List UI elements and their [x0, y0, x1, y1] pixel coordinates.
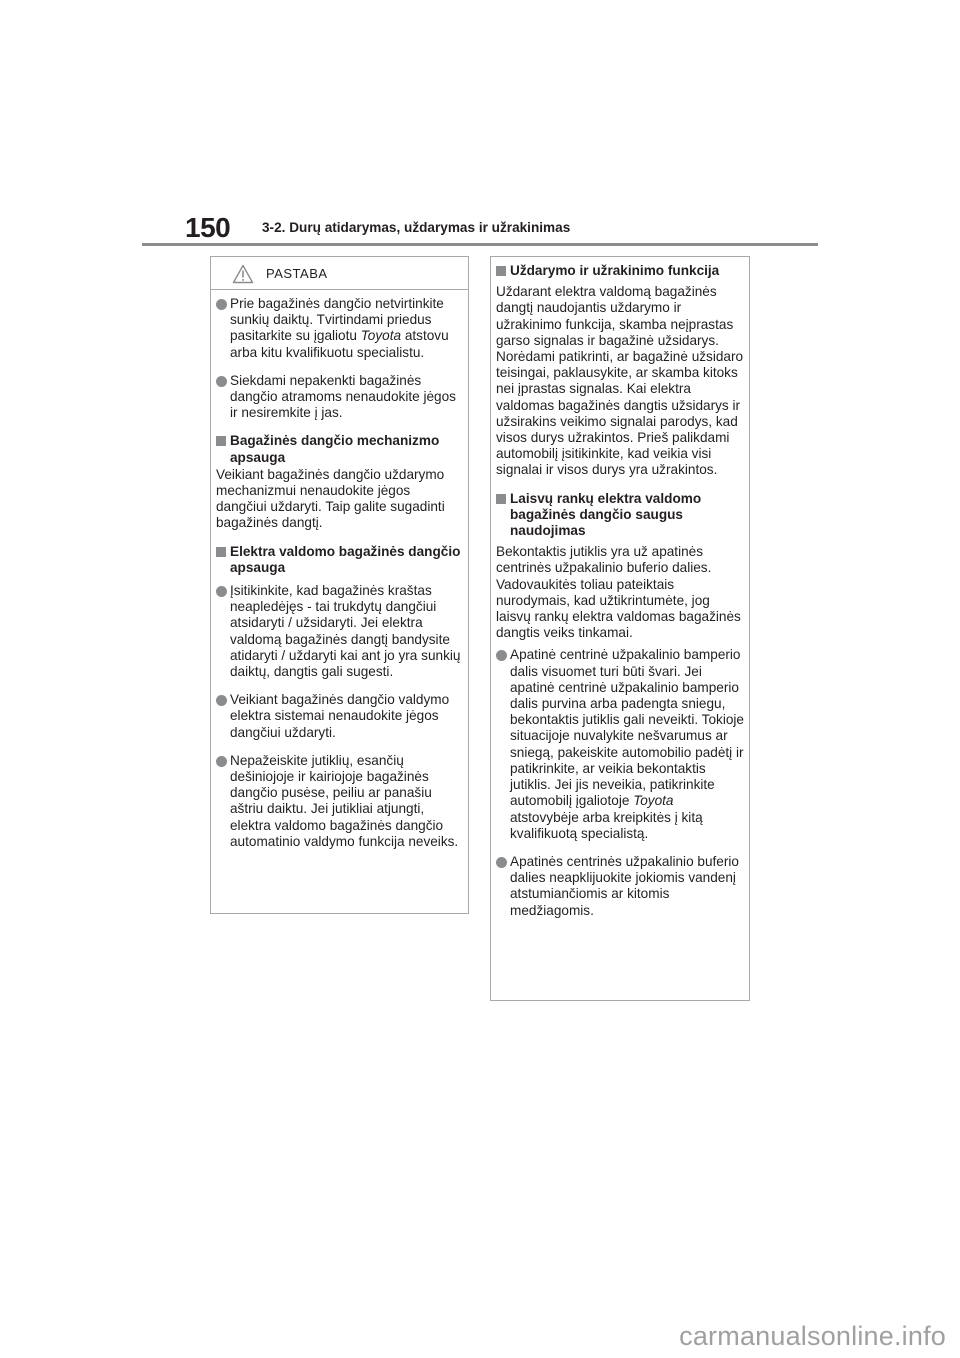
brand-text: Toyota [360, 328, 402, 344]
list-item [496, 854, 744, 919]
list-item [496, 647, 744, 841]
section-heading [496, 263, 744, 279]
caution-label: PASTABA [266, 266, 328, 281]
bullet-icon [216, 299, 227, 310]
item-text: Apatinės centrinės užpakalinio buferio dalies neapklijuokite jokiomis vandenį atstumiančiomis ar kitomis medžiagomis. [510, 853, 739, 918]
header-divider [142, 243, 818, 246]
list-item [216, 753, 463, 850]
section-title: 3-2. Durų atidarymas, uždarymas ir užrakinimas [262, 220, 571, 235]
warning-triangle-icon [232, 264, 254, 284]
caution-box [210, 256, 469, 914]
bullet-icon [216, 586, 227, 597]
paragraph: Bekontaktis jutiklis yra už apatinės centrinės užpakalinio buferio dalies. Vadovaukitės toliau pateiktais nurodymais, kad užtikrintumėte, jog laisvų rankų elektra valdomas bagažinės dangtis veiks tinkamai. [496, 544, 741, 641]
heading-text: Bagažinės dangčio mechanizmo apsauga [230, 433, 440, 465]
item-text: Nepažeiskite jutiklių, esančių dešiniojoje ir kairiojoje bagažinės dangčio pusėse, peiliu ar panašiu aštriu daiktu. Jei jutikliai atjungti, elektra valdomo bagažinės dangčio automatinio valdymo funkcija neveiks. [230, 752, 459, 849]
section-heading [216, 433, 463, 465]
item-text: Siekdami nepakenkti bagažinės dangčio atramoms nenaudokite jėgos ir nesiremkite į jas. [230, 372, 456, 421]
square-bullet-icon [216, 547, 226, 557]
paragraph: Uždarant elektra valdomą bagažinės dangtį naudojantis uždarymo ir užrakinimo funkcija, skamba neįprastas garso signalas ir bagažinė užsidarys. Norėdami patikrinti, ar bagažinė užsidaro teisingai, paklausykite, ar skamba kitoks nei įprastas signalas. Kai elektra valdomas bagažinės dangtis užsidarys ir užsirakins veikimo signalai parodys, kad visos durys užrakintos. Prieš palikdami automobilį įsitikinkite, kad veikia visi signalai ir visos durys yra užrakintos. [496, 284, 744, 478]
watermark: carmanualsonline.info [679, 1321, 946, 1351]
item-text: Įsitikinkite, kad bagažinės kraštas neapledėjęs - tai trukdytų dangčiui atsidaryti / užsidaryti. Jei elektra valdomą bagažinės dangtį bandysite atidaryti / uždaryti kai ant jo yra sunkių daiktų, dangtis gali sugesti. [230, 583, 461, 680]
caution-header [216, 261, 463, 291]
list-item [216, 692, 463, 741]
item-text: atstovybėje arba kreipkitės į kitą kvalifikuotą specialistą. [510, 809, 703, 841]
heading-text: Uždarymo ir užrakinimo funkcija [510, 263, 720, 278]
bullet-icon [216, 756, 227, 767]
item-text: Prie bagažinės dangčio netvirtinkite sunkių daiktų. Tvirtindami priedus pasitarkite su įgaliotu [230, 296, 444, 344]
bullet-icon [216, 695, 227, 706]
list-item [216, 296, 463, 361]
list-item [216, 583, 463, 680]
section-heading [496, 491, 744, 540]
brand-text: Toyota [633, 793, 674, 809]
heading-text: Laisvų rankų elektra valdomo bagažinės dangčio saugus naudojimas [510, 490, 702, 539]
section-heading [216, 544, 463, 576]
square-bullet-icon [496, 266, 506, 276]
list-item [216, 373, 463, 422]
info-box [490, 256, 750, 1001]
page-number: 150 [185, 212, 231, 243]
item-text: atstovu arba kitu kvalifikuotu specialistu. [230, 328, 449, 360]
bullet-icon [496, 650, 507, 661]
square-bullet-icon [496, 494, 506, 504]
paragraph: Veikiant bagažinės dangčio uždarymo mechanizmui nenaudokite jėgos dangčiui uždaryti. Taip galite sugadinti bagažinės dangtį. [216, 466, 445, 531]
caution-divider [211, 289, 468, 290]
bullet-icon [496, 857, 507, 868]
heading-text: Elektra valdomo bagažinės dangčio apsauga [230, 543, 461, 575]
item-text: Veikiant bagažinės dangčio valdymo elektra sistemai nenaudokite jėgos dangčiui uždaryti. [230, 692, 450, 740]
square-bullet-icon [216, 436, 226, 446]
bullet-icon [216, 376, 227, 387]
item-text: Apatinė centrinė užpakalinio bamperio dalis visuomet turi būti švari. Jei apatinė centrinė užpakalinio bamperio dalis purvina arba padengta sniegu, bekontaktis jutiklis gali neveikti. Tokioje situacijoje nuvalykite nešvarumus ar sniegą, pakeiskite automobilio padėtį ir patikrinkite, ar veikia bekontaktis jutiklis. Jei jis neveikia, patikrinkite automobilį įgaliotoje [510, 647, 744, 809]
